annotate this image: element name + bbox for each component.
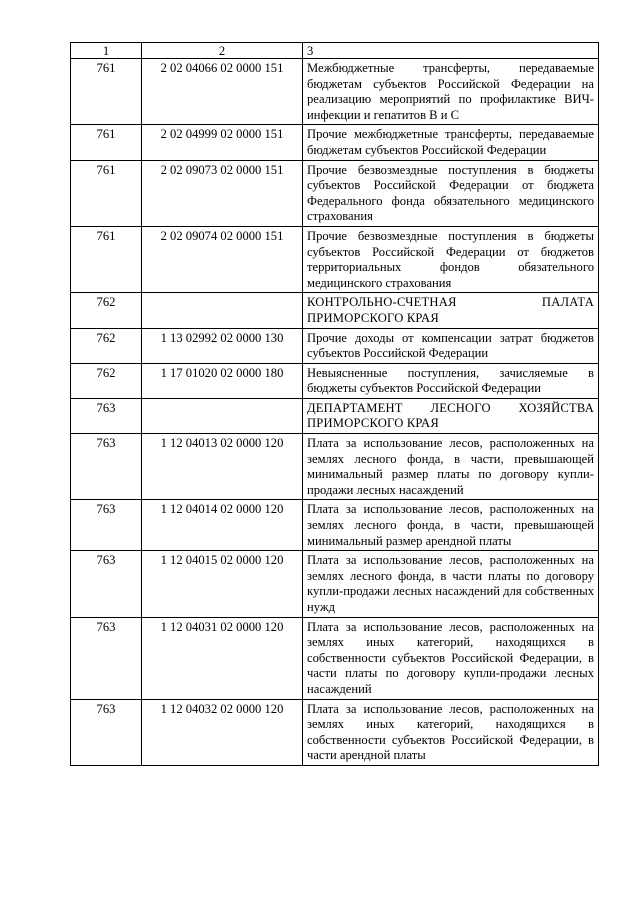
admin-code-cell: 763 bbox=[71, 617, 142, 699]
budget-code-cell bbox=[142, 293, 303, 328]
table-row bbox=[71, 226, 599, 292]
table-row bbox=[71, 125, 599, 160]
table-row bbox=[71, 160, 599, 226]
budget-code-cell: 1 17 01020 02 0000 180 bbox=[142, 363, 303, 398]
table-row bbox=[71, 328, 599, 363]
admin-code-cell: 763 bbox=[71, 434, 142, 500]
revenue-name-cell: Плата за использование лесов, расположенных на землях лесного фонда, в части, превышающей минимальный размер платы по договору купли-продажи лесных насаждений bbox=[303, 434, 599, 500]
admin-code-cell: 761 bbox=[71, 59, 142, 125]
admin-code-cell: 762 bbox=[71, 328, 142, 363]
budget-code-cell: 1 12 04032 02 0000 120 bbox=[142, 699, 303, 765]
budget-code-cell: 2 02 04999 02 0000 151 bbox=[142, 125, 303, 160]
budget-code-cell bbox=[142, 398, 303, 433]
budget-code-cell: 1 12 04014 02 0000 120 bbox=[142, 500, 303, 551]
revenue-name-cell: Прочие безвозмездные поступления в бюджеты субъектов Российской Федерации от бюджета Федерального фонда обязательного медицинского страхования bbox=[303, 160, 599, 226]
table-row bbox=[71, 59, 599, 125]
column-header-3: 3 bbox=[303, 43, 599, 59]
budget-code-cell: 1 13 02992 02 0000 130 bbox=[142, 328, 303, 363]
table-row bbox=[71, 500, 599, 551]
admin-code-cell: 763 bbox=[71, 398, 142, 433]
admin-code-cell: 763 bbox=[71, 551, 142, 617]
table-header-row bbox=[71, 43, 599, 59]
budget-code-cell: 1 12 04013 02 0000 120 bbox=[142, 434, 303, 500]
revenue-codes-table bbox=[70, 42, 599, 766]
budget-code-cell: 2 02 09073 02 0000 151 bbox=[142, 160, 303, 226]
organization-name-cell: КОНТРОЛЬНО-СЧЕТНАЯ ПАЛАТА ПРИМОРСКОГО КРАЯ bbox=[303, 293, 599, 328]
organization-row bbox=[71, 398, 599, 433]
column-header-2: 2 bbox=[142, 43, 303, 59]
table-row bbox=[71, 617, 599, 699]
revenue-name-cell: Межбюджетные трансферты, передаваемые бюджетам субъектов Российской Федерации на реализацию мероприятий по профилактике ВИЧ-инфекции и гепатитов В и С bbox=[303, 59, 599, 125]
admin-code-cell: 761 bbox=[71, 125, 142, 160]
revenue-name-cell: Плата за использование лесов, расположенных на землях иных категорий, находящихся в собственности субъектов Российской Федерации, в части платы по договору купли-продажи лесных насаждений bbox=[303, 617, 599, 699]
budget-code-cell: 1 12 04031 02 0000 120 bbox=[142, 617, 303, 699]
table-row bbox=[71, 363, 599, 398]
revenue-name-cell: Плата за использование лесов, расположенных на землях иных категорий, находящихся в собственности субъектов Российской Федерации, в части арендной платы bbox=[303, 699, 599, 765]
admin-code-cell: 763 bbox=[71, 699, 142, 765]
revenue-name-cell: Плата за использование лесов, расположенных на землях лесного фонда, в части, превышающей минимальный размер арендной платы bbox=[303, 500, 599, 551]
admin-code-cell: 762 bbox=[71, 363, 142, 398]
admin-code-cell: 761 bbox=[71, 160, 142, 226]
table-row bbox=[71, 699, 599, 765]
admin-code-cell: 761 bbox=[71, 226, 142, 292]
revenue-name-cell: Прочие доходы от компенсации затрат бюджетов субъектов Российской Федерации bbox=[303, 328, 599, 363]
admin-code-cell: 763 bbox=[71, 500, 142, 551]
table-row bbox=[71, 434, 599, 500]
revenue-name-cell: Плата за использование лесов, расположенных на землях лесного фонда, в части платы по договору купли-продажи лесных насаждений для собственных нужд bbox=[303, 551, 599, 617]
budget-code-cell: 2 02 09074 02 0000 151 bbox=[142, 226, 303, 292]
revenue-name-cell: Прочие безвозмездные поступления в бюджеты субъектов Российской Федерации от бюджетов территориальных фондов обязательного медицинского страхования bbox=[303, 226, 599, 292]
organization-name-cell: ДЕПАРТАМЕНТ ЛЕСНОГО ХОЗЯЙСТВА ПРИМОРСКОГО КРАЯ bbox=[303, 398, 599, 433]
column-header-1: 1 bbox=[71, 43, 142, 59]
table-row bbox=[71, 551, 599, 617]
admin-code-cell: 762 bbox=[71, 293, 142, 328]
organization-row bbox=[71, 293, 599, 328]
revenue-name-cell: Прочие межбюджетные трансферты, передаваемые бюджетам субъектов Российской Федерации bbox=[303, 125, 599, 160]
budget-code-cell: 1 12 04015 02 0000 120 bbox=[142, 551, 303, 617]
revenue-name-cell: Невыясненные поступления, зачисляемые в бюджеты субъектов Российской Федерации bbox=[303, 363, 599, 398]
budget-code-cell: 2 02 04066 02 0000 151 bbox=[142, 59, 303, 125]
